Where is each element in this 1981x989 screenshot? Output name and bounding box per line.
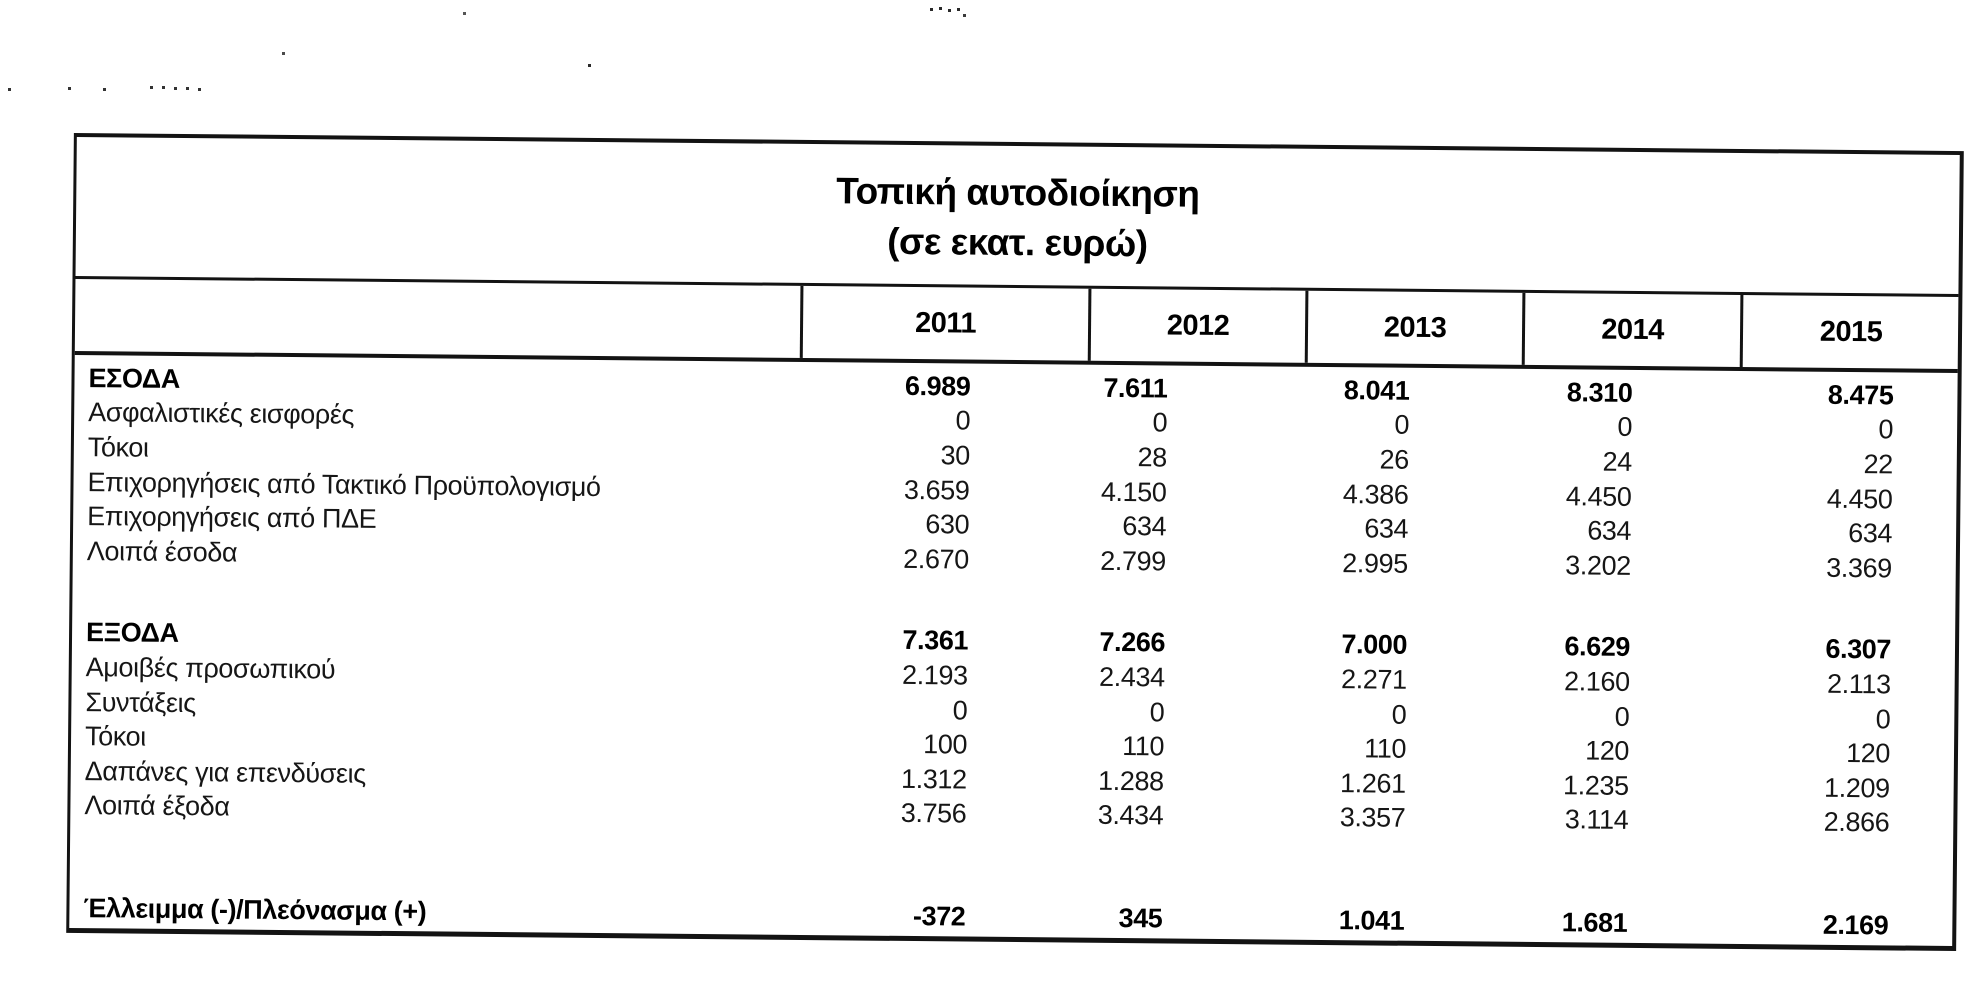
row-value-2015: 6.307 xyxy=(1825,634,1892,665)
row-value-2015: 1.209 xyxy=(1823,772,1890,804)
row-value-2011: 3.659 xyxy=(903,474,970,506)
row-value-2015: 4.450 xyxy=(1826,483,1893,514)
row-value-2012: 4.150 xyxy=(1100,476,1167,508)
row-value-2011: 0 xyxy=(952,694,968,726)
row-value-2012: 110 xyxy=(1122,731,1165,762)
row-value-2012: 3.434 xyxy=(1097,800,1164,831)
row-value-2013: 634 xyxy=(1364,513,1409,544)
scan-noise-speckles xyxy=(0,0,3,3)
row-label: Λοιπά έσοδα xyxy=(86,535,238,568)
row-value-2012: 2.434 xyxy=(1098,661,1165,693)
row-label: Τόκοι xyxy=(87,432,149,463)
row-value-2014: 1.681 xyxy=(1561,906,1628,938)
table-title-band xyxy=(75,137,1959,297)
row-value-2013: 1.261 xyxy=(1339,767,1406,799)
row-label: Λοιπά έξοδα xyxy=(84,790,230,822)
year-header-2013: 2013 xyxy=(1308,291,1526,365)
row-value-2011: 100 xyxy=(923,729,968,760)
row-value-2015: 2.169 xyxy=(1822,909,1889,941)
row-value-2014: 0 xyxy=(1617,412,1633,443)
row-value-2014: 6.629 xyxy=(1564,631,1631,663)
year-header-2012: 2012 xyxy=(1091,289,1309,363)
row-value-2012: 634 xyxy=(1122,511,1167,542)
row-label: Αμοιβές προσωπικού xyxy=(85,652,336,685)
year-header-2011: 2011 xyxy=(803,286,1092,361)
row-value-2013: 0 xyxy=(1394,410,1410,441)
row-value-2011: 30 xyxy=(940,440,970,471)
row-value-2014: 0 xyxy=(1614,701,1630,732)
row-value-2013: 2.995 xyxy=(1342,547,1408,579)
row-value-2015: 634 xyxy=(1848,518,1893,549)
row-value-2011: 3.756 xyxy=(900,798,967,829)
row-value-2011: -372 xyxy=(912,900,966,932)
row-value-2011: 1.312 xyxy=(901,763,967,795)
table-subtitle: (σε εκατ. ευρώ) xyxy=(887,220,1148,265)
row-label: Έλλειμμα (-)/Πλεόνασμα (+) xyxy=(83,892,427,926)
row-label: ΕΞΟΔΑ xyxy=(85,617,179,649)
row-value-2013: 7.000 xyxy=(1341,629,1408,661)
row-value-2015: 0 xyxy=(1875,703,1891,734)
row-label: Δαπάνες για επενδύσεις xyxy=(84,755,366,789)
row-label: Ασφαλιστικές εισφορές xyxy=(88,397,355,431)
row-value-2011: 6.989 xyxy=(904,370,971,402)
row-value-2014: 120 xyxy=(1585,735,1630,767)
row-value-2014: 4.450 xyxy=(1565,480,1632,512)
row-value-2011: 2.193 xyxy=(901,659,968,691)
row-value-2015: 3.369 xyxy=(1826,552,1892,584)
table-title: Τοπική αυτοδιοίκηση xyxy=(836,170,1200,215)
row-value-2013: 0 xyxy=(1391,699,1407,730)
row-value-2012: 7.266 xyxy=(1099,627,1166,658)
row-value-2013: 1.041 xyxy=(1338,904,1405,936)
row-value-2011: 0 xyxy=(955,405,971,436)
table-body xyxy=(69,355,1957,945)
row-value-2012: 2.799 xyxy=(1100,545,1166,577)
row-value-2014: 634 xyxy=(1587,515,1632,547)
row-value-2013: 110 xyxy=(1364,733,1407,764)
row-value-2014: 8.310 xyxy=(1566,377,1633,408)
row-label: Συντάξεις xyxy=(85,686,196,718)
row-value-2012: 0 xyxy=(1149,696,1165,727)
row-value-2015: 120 xyxy=(1846,738,1891,769)
row-value-2012: 1.288 xyxy=(1097,765,1164,797)
row-value-2012: 345 xyxy=(1118,902,1163,934)
local-government-fiscal-table xyxy=(66,133,1964,951)
year-header-2014: 2014 xyxy=(1525,293,1744,367)
row-value-2011: 7.361 xyxy=(902,625,969,656)
row-value-2014: 1.235 xyxy=(1562,770,1629,801)
year-header-empty-cell xyxy=(75,279,804,358)
row-label: Τόκοι xyxy=(84,721,146,752)
row-label: Επιχορηγήσεις από ΠΔΕ xyxy=(87,501,377,535)
row-value-2013: 4.386 xyxy=(1342,478,1409,510)
row-value-2015: 2.113 xyxy=(1826,668,1891,700)
row-value-2011: 2.670 xyxy=(903,543,969,575)
row-value-2015: 2.866 xyxy=(1823,807,1890,838)
row-value-2013: 3.357 xyxy=(1339,802,1406,834)
row-value-2012: 0 xyxy=(1152,407,1168,438)
row-value-2014: 24 xyxy=(1602,446,1632,477)
row-label: ΕΣΟΔΑ xyxy=(88,362,181,394)
row-value-2013: 2.271 xyxy=(1340,664,1407,695)
row-value-2013: 26 xyxy=(1379,444,1409,475)
row-value-2012: 28 xyxy=(1137,442,1167,473)
row-value-2012: 7.611 xyxy=(1103,372,1168,404)
row-value-2014: 3.202 xyxy=(1565,550,1631,581)
row-label: Επιχορηγήσεις από Τακτικό Προϋπολογισμό xyxy=(87,466,601,502)
year-header-2015: 2015 xyxy=(1819,315,1883,348)
row-value-2015: 22 xyxy=(1863,449,1893,480)
row-value-2015: 0 xyxy=(1878,414,1894,445)
row-value-2014: 3.114 xyxy=(1564,804,1629,836)
table-row-deficit-surplus xyxy=(69,889,1952,945)
row-value-2013: 8.041 xyxy=(1343,374,1410,406)
row-value-2011: 630 xyxy=(925,509,970,540)
row-value-2015: 8.475 xyxy=(1827,379,1894,411)
row-value-2014: 2.160 xyxy=(1563,666,1630,697)
